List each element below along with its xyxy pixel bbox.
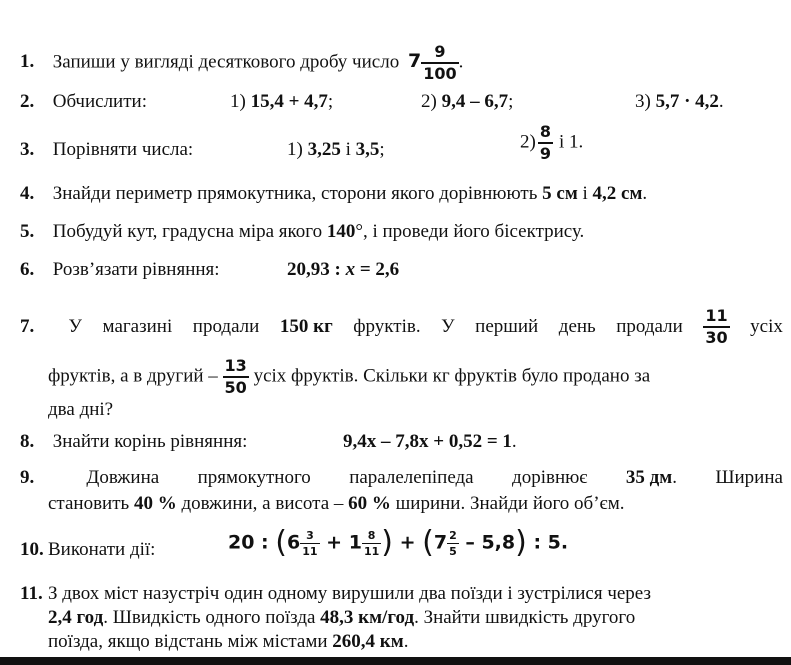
- task-text: усіх фруктів. Скільки кг фруктів було продано за: [253, 365, 651, 387]
- task-number: 1.: [20, 51, 35, 73]
- expression-part: – 5,8: [458, 531, 516, 554]
- task-text: Знайди периметр прямокутника, сторони якого дорівнюють: [52, 183, 538, 204]
- word: усіх: [750, 316, 783, 337]
- task-number: 9.: [20, 467, 35, 488]
- fraction: [362, 530, 381, 557]
- fraction: [447, 530, 459, 557]
- task-9-line-2: [48, 492, 783, 516]
- denominator: 11: [363, 544, 380, 558]
- word: паралелепіпеда: [349, 467, 474, 488]
- equation-part: 20,93 :: [287, 259, 346, 280]
- task-2: [20, 90, 783, 114]
- numerator: 8: [367, 528, 376, 542]
- word: дорівнює: [512, 467, 588, 488]
- part-label: 1): [230, 91, 246, 112]
- task-number: 5.: [20, 221, 35, 242]
- task-text: становить: [48, 493, 130, 514]
- number: 1.: [569, 131, 584, 153]
- punctuation: ;: [379, 139, 385, 160]
- task-text: Побудуй кут, градусна міра якого: [52, 221, 323, 242]
- denominator: 30: [705, 328, 728, 347]
- fraction: [421, 44, 458, 82]
- mass: 150 кг: [279, 316, 333, 337]
- denominator: 11: [302, 544, 318, 558]
- part-3: [635, 90, 724, 114]
- part-2: [421, 90, 513, 114]
- operator: +: [319, 531, 349, 554]
- expression: [228, 525, 569, 560]
- task-text: поїзда, якщо відстань між містами: [48, 631, 328, 652]
- side-length: 5 см: [542, 183, 578, 204]
- task-text: Розв’язати рівняння:: [52, 259, 220, 280]
- punctuation: .: [511, 431, 517, 452]
- expression: 15,4 + 4,7: [250, 91, 328, 112]
- task-text: Виконати дії:: [48, 539, 156, 560]
- task-text: Знайти корінь рівняння:: [52, 431, 248, 452]
- denominator: 50: [224, 378, 247, 397]
- task-5: [20, 220, 783, 244]
- punctuation: .: [458, 51, 464, 73]
- mixed-number-whole: 7: [433, 531, 448, 554]
- punctuation: .: [672, 467, 677, 488]
- fraction: [223, 358, 249, 396]
- angle-value: 140: [326, 221, 356, 242]
- word: магазині: [102, 316, 173, 337]
- paren-close: ): [515, 525, 527, 560]
- denominator: 9: [539, 144, 551, 163]
- equation: [287, 258, 399, 282]
- task-11-line-3: [48, 630, 783, 654]
- conjunction: і: [345, 139, 351, 160]
- conjunction: і: [582, 183, 588, 204]
- task-text: Запиши у вигляді десяткового дробу число: [52, 51, 400, 73]
- word: продали: [192, 316, 260, 337]
- operator: +: [392, 531, 423, 554]
- mixed-number-whole: 7: [407, 50, 422, 73]
- task-text: фруктів, а в другий –: [48, 365, 218, 387]
- numerator: 3: [306, 528, 314, 542]
- numerator: 13: [224, 356, 247, 375]
- distance: 260,4 км: [332, 631, 404, 652]
- punctuation: .: [403, 631, 409, 652]
- numerator: 9: [434, 42, 446, 61]
- paren-close: ): [381, 525, 393, 560]
- fraction: [703, 308, 729, 346]
- mixed-number-whole: 1: [348, 531, 362, 554]
- punctuation: ;: [327, 91, 334, 112]
- word: перший: [475, 316, 539, 337]
- word: У: [441, 316, 455, 337]
- task-number: 10.: [20, 539, 44, 560]
- fraction: [538, 124, 553, 162]
- task-number: 7.: [20, 316, 35, 337]
- equation-part: = 2,6: [355, 259, 400, 280]
- word: Довжина: [86, 467, 160, 488]
- punctuation: .: [560, 531, 569, 554]
- numerator: 2: [449, 528, 457, 542]
- task-7-line-1: [20, 308, 783, 346]
- paren-open: (: [275, 525, 287, 560]
- number: 3,5: [355, 139, 380, 160]
- part-label: 2): [421, 91, 437, 112]
- task-number: 3.: [20, 139, 35, 160]
- length: 35 дм: [625, 467, 673, 488]
- punctuation: ;: [508, 91, 514, 112]
- task-number: 6.: [20, 259, 35, 280]
- task-9-line-1: [20, 466, 783, 490]
- expression: 9,4 – 6,7: [441, 91, 509, 112]
- numerator: 11: [705, 306, 728, 325]
- speed: 48,3 км/год: [320, 607, 415, 628]
- part-label: 1): [287, 139, 303, 160]
- word: фруктів.: [353, 316, 421, 337]
- fraction: [300, 530, 319, 557]
- task-number: 4.: [20, 183, 35, 204]
- punctuation: .: [718, 91, 724, 112]
- denominator: 100: [423, 64, 457, 83]
- task-11-line-1: [20, 582, 783, 606]
- expression-part: : 5: [526, 531, 561, 554]
- variable: x: [345, 259, 356, 280]
- conjunction: і: [558, 131, 565, 153]
- denominator: 5: [449, 544, 457, 558]
- task-text: довжини, а висота –: [181, 493, 344, 514]
- task-text: °, і проведи його бісектрису.: [355, 221, 585, 242]
- task-text: Порівняти числа:: [52, 139, 194, 160]
- part-label: 2): [520, 131, 536, 153]
- task-number: 8.: [20, 431, 35, 452]
- word: У: [68, 316, 82, 337]
- time: 2,4 год: [48, 607, 104, 628]
- mixed-number-whole: 6: [287, 531, 301, 554]
- task-text: Обчислити:: [52, 91, 147, 112]
- task-8: [20, 430, 783, 454]
- part-1: [287, 138, 385, 162]
- word: день: [558, 316, 596, 337]
- part-label: 3): [635, 91, 651, 112]
- numerator: 8: [539, 122, 551, 141]
- percent: 60 %: [348, 493, 391, 514]
- task-11-line-2: [48, 606, 783, 630]
- paren-open: (: [422, 525, 434, 560]
- part-1: [230, 90, 333, 114]
- part-2: [520, 124, 583, 162]
- task-text: ширини. Знайди його об’єм.: [395, 493, 625, 514]
- task-7-line-2: [48, 358, 783, 396]
- equation-wrap: [343, 430, 517, 454]
- task-3: [20, 122, 783, 163]
- task-number: 2.: [20, 91, 35, 112]
- word: Ширина: [715, 467, 783, 488]
- task-number: 11.: [20, 583, 43, 604]
- task-4: [20, 182, 783, 206]
- number: 3,25: [307, 139, 341, 160]
- task-text: . Швидкість одного поїзда: [103, 607, 316, 628]
- expression: 5,7 · 4,2: [655, 91, 719, 112]
- side-length: 4,2 см: [592, 183, 643, 204]
- task-text: . Знайти швидкість другого: [414, 607, 636, 628]
- punctuation: .: [642, 183, 648, 204]
- word: прямокутного: [197, 467, 311, 488]
- task-10: [20, 525, 783, 562]
- task-1: [20, 44, 783, 82]
- word: продали: [616, 316, 683, 337]
- task-7-line-3: [48, 398, 783, 422]
- expression-part: 20 :: [228, 531, 276, 554]
- task-text: З двох міст назустріч один одному вирушили два поїзди і зустрілися через: [48, 583, 651, 604]
- task-6: [20, 258, 783, 282]
- task-text: два дні?: [48, 399, 114, 420]
- percent: 40 %: [133, 493, 177, 514]
- bottom-border: [0, 657, 791, 665]
- equation: 9,4x – 7,8x + 0,52 = 1: [343, 431, 512, 452]
